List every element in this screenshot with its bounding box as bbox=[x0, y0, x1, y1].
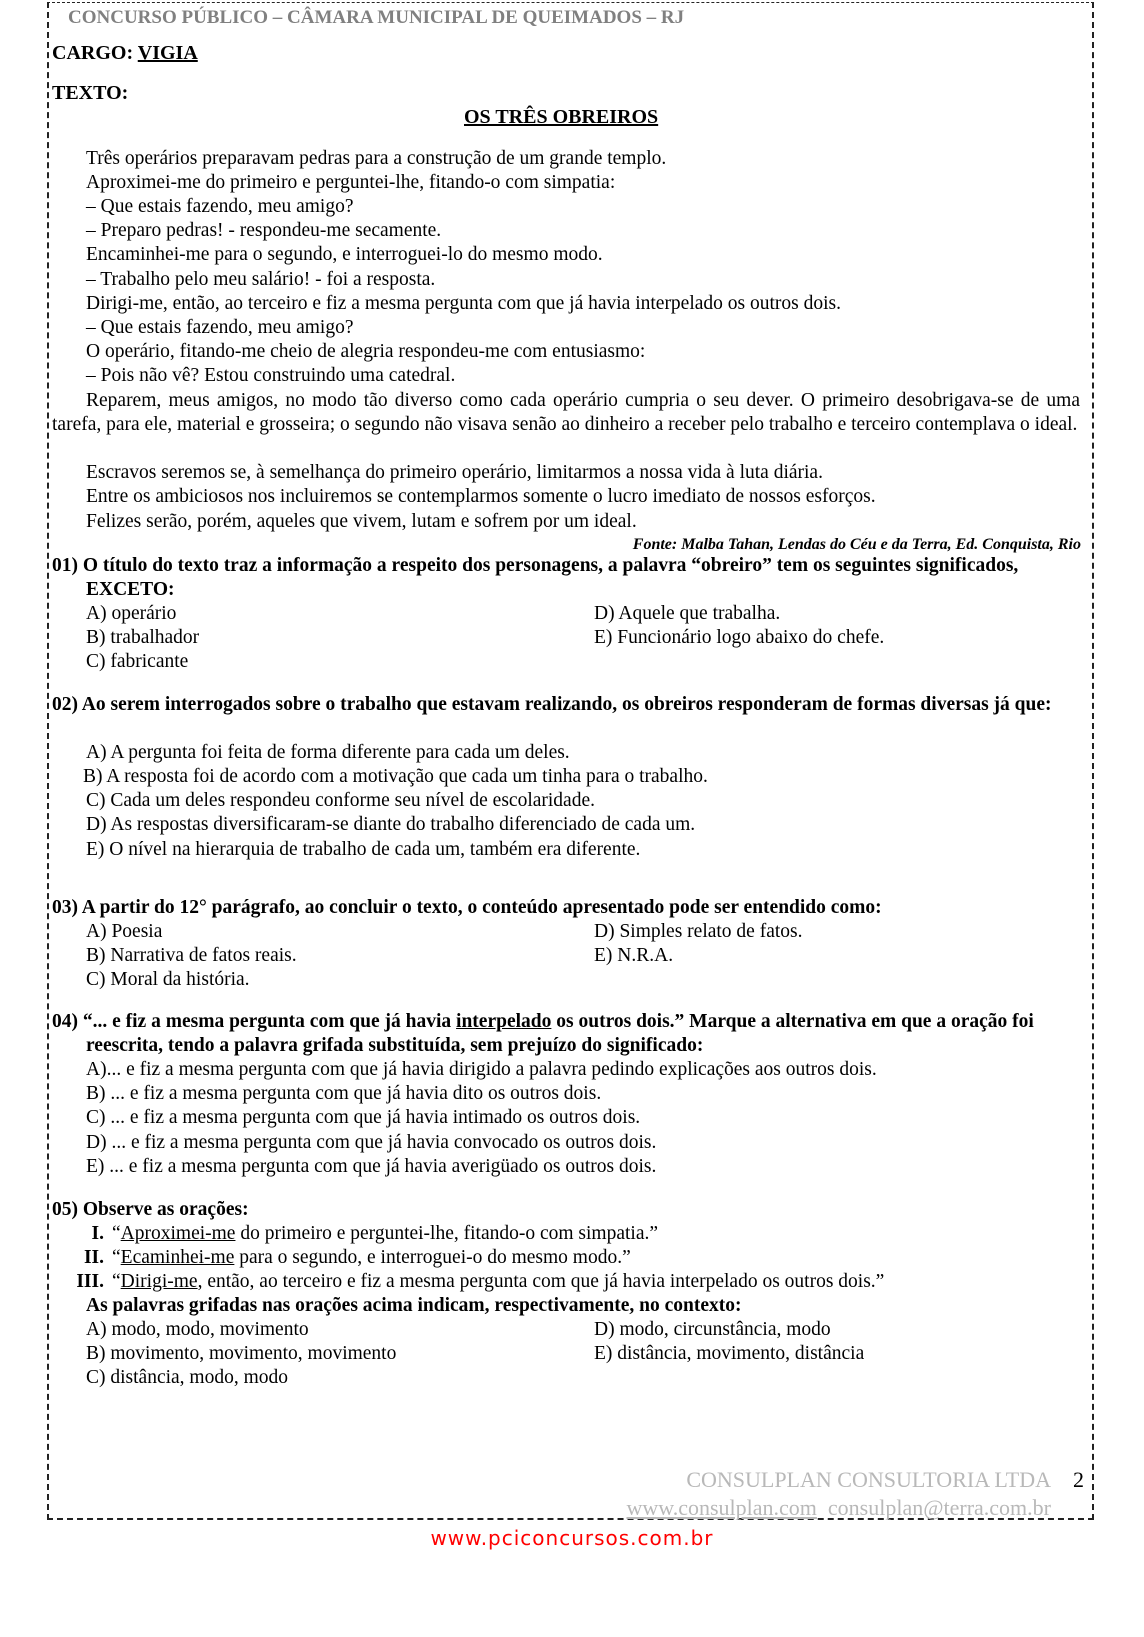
roman-numeral: I. bbox=[91, 1223, 104, 1244]
quote: “ bbox=[112, 1247, 121, 1268]
option-d[interactable]: D) Aquele que trabalha. bbox=[594, 603, 781, 624]
text-line: – Que estais fazendo, meu amigo? bbox=[86, 317, 354, 338]
page-number: 2 bbox=[1073, 1467, 1084, 1492]
option-c[interactable]: C) Moral da história. bbox=[86, 969, 250, 990]
watermark-url[interactable]: www.pciconcursos.com.br bbox=[430, 1526, 714, 1550]
option-d[interactable]: D) ... e fiz a mesma pergunta com que já havia convocado os outros dois. bbox=[86, 1132, 657, 1153]
texto-label: TEXTO: bbox=[52, 82, 129, 104]
quote: “ bbox=[112, 1271, 121, 1292]
roman-numeral: III. bbox=[76, 1271, 104, 1292]
question-01: 01) O título do texto traz a informação a respeito dos personagens, a palavra “obreiro” tem os seguintes significados, EXCETO: bbox=[52, 555, 1019, 600]
question-03: 03) A partir do 12° parágrafo, ao concluir o texto, o conteúdo apresentado pode ser entendido como: bbox=[52, 897, 882, 918]
question-text: os outros dois.” Marque a alternativa em que a oração foi reescrita, tendo a palavra grifada substituída, sem prejuízo do significado: bbox=[86, 1011, 1034, 1056]
option-e[interactable]: E) N.R.A. bbox=[594, 945, 674, 966]
option-c[interactable]: C) fabricante bbox=[86, 651, 189, 672]
option-c[interactable]: C) Cada um deles respondeu conforme seu nível de escolaridade. bbox=[86, 790, 595, 811]
option-b[interactable]: B) trabalhador bbox=[86, 627, 200, 648]
option-b[interactable]: B) ... e fiz a mesma pergunta com que já havia dito os outros dois. bbox=[86, 1083, 602, 1104]
question-text: 04) “... e fiz a mesma pergunta com que já havia bbox=[52, 1011, 457, 1032]
option-a[interactable]: A) operário bbox=[86, 603, 177, 624]
exam-header: CONCURSO PÚBLICO – CÂMARA MUNICIPAL DE QUEIMADOS – RJ bbox=[68, 7, 685, 28]
cargo-value: VIGIA bbox=[137, 42, 198, 64]
cargo-label: CARGO: bbox=[52, 42, 134, 64]
underlined-word: Dirigi-me bbox=[120, 1271, 198, 1292]
underlined-word: Ecaminhei-me bbox=[120, 1247, 235, 1268]
text-line: Dirigi-me, então, ao terceiro e fiz a mesma pergunta com que já havia interpelado os outros dois. bbox=[86, 293, 842, 314]
option-a[interactable]: A) modo, modo, movimento bbox=[86, 1319, 309, 1340]
text-line: O operário, fitando-me cheio de alegria respondeu-me com entusiasmo: bbox=[86, 341, 646, 362]
option-b[interactable]: B) movimento, movimento, movimento bbox=[86, 1343, 397, 1364]
option-b[interactable]: B) Narrativa de fatos reais. bbox=[86, 945, 297, 966]
question-stem: As palavras grifadas nas orações acima indicam, respectivamente, no contexto: bbox=[86, 1295, 742, 1316]
quote: “ bbox=[112, 1223, 121, 1244]
question-04 bbox=[52, 1010, 1082, 1058]
text-line: Três operários preparavam pedras para a construção de um grande templo. bbox=[86, 148, 667, 169]
cargo bbox=[52, 41, 198, 65]
option-d[interactable]: D) modo, circunstância, modo bbox=[594, 1319, 831, 1340]
question-05: 05) Observe as orações: bbox=[52, 1199, 249, 1220]
footer-company: CONSULPLAN CONSULTORIA LTDA bbox=[686, 1467, 1051, 1492]
option-e[interactable]: E) Funcionário logo abaixo do chefe. bbox=[594, 627, 885, 648]
option-a[interactable]: A) Poesia bbox=[86, 921, 163, 942]
text-line: – Que estais fazendo, meu amigo? bbox=[86, 196, 354, 217]
option-d[interactable]: D) As respostas diversificaram-se diante do trabalho diferenciado de cada um. bbox=[86, 814, 696, 835]
option-c[interactable]: C) distância, modo, modo bbox=[86, 1367, 289, 1388]
text-line: Aproximei-me do primeiro e perguntei-lhe, fitando-o com simpatia: bbox=[86, 172, 616, 193]
footer-site-link[interactable]: www.consulplan.com bbox=[626, 1495, 817, 1520]
option-d[interactable]: D) Simples relato de fatos. bbox=[594, 921, 803, 942]
sentence-text: , então, ao terceiro e fiz a mesma pergunta com que já havia interpelado os outros dois.” bbox=[197, 1271, 885, 1292]
footer-contact bbox=[626, 1496, 1051, 1520]
question-02: 02) Ao serem interrogados sobre o trabalho que estavam realizando, os obreiros responderam de formas diversas já que: bbox=[52, 694, 1052, 715]
underlined-word: Aproximei-me bbox=[120, 1223, 236, 1244]
option-c[interactable]: C) ... e fiz a mesma pergunta com que já havia intimado os outros dois. bbox=[86, 1107, 641, 1128]
sentence-i bbox=[70, 1222, 658, 1246]
text-line: – Preparo pedras! - respondeu-me secamente. bbox=[86, 220, 442, 241]
text-line: Encaminhei-me para o segundo, e interroguei-lo do mesmo modo. bbox=[86, 244, 603, 265]
option-e[interactable]: E) ... e fiz a mesma pergunta com que já havia averigüado os outros dois. bbox=[86, 1156, 657, 1177]
option-a[interactable]: A) A pergunta foi feita de forma diferente para cada um deles. bbox=[86, 742, 570, 763]
sentence-text: do primeiro e perguntei-lhe, fitando-o com simpatia.” bbox=[235, 1223, 659, 1244]
text-title: OS TRÊS OBREIROS bbox=[464, 106, 659, 128]
option-b[interactable]: B) A resposta foi de acordo com a motivação que cada um tinha para o trabalho. bbox=[83, 766, 708, 787]
text-line: Felizes serão, porém, aqueles que vivem, lutam e sofrem por um ideal. bbox=[86, 511, 637, 532]
text-line: Entre os ambiciosos nos incluiremos se contemplarmos somente o lucro imediato de nossos esforços. bbox=[86, 486, 876, 507]
sentence-text: para o segundo, e interroguei-o do mesmo modo.” bbox=[234, 1247, 631, 1268]
option-e[interactable]: E) O nível na hierarquia de trabalho de cada um, também era diferente. bbox=[86, 839, 641, 860]
sentence-ii bbox=[70, 1246, 631, 1270]
text-source: Fonte: Malba Tahan, Lendas do Céu e da Terra, Ed. Conquista, Rio bbox=[632, 536, 1081, 553]
underlined-word: interpelado bbox=[456, 1011, 552, 1032]
text-line: – Trabalho pelo meu salário! - foi a resposta. bbox=[86, 269, 436, 290]
roman-numeral: II. bbox=[83, 1247, 104, 1268]
footer-email[interactable]: consulplan@terra.com.br bbox=[827, 1495, 1051, 1520]
text-line: Escravos seremos se, à semelhança do primeiro operário, limitarmos a nossa vida à luta diária. bbox=[86, 462, 823, 483]
text-line: – Pois não vê? Estou construindo uma catedral. bbox=[86, 365, 456, 386]
text-paragraph: Reparem, meus amigos, no modo tão diverso como cada operário cumpria o seu dever. O primeiro desobrigava-se de uma tarefa, para ele, material e grosseira; o segundo não visava senão ao dinheiro a receber pelo trabalho e terceiro contemplava o ideal. bbox=[52, 390, 1080, 435]
option-e[interactable]: E) distância, movimento, distância bbox=[594, 1343, 865, 1364]
sentence-iii bbox=[70, 1270, 884, 1294]
option-a[interactable]: A)... e fiz a mesma pergunta com que já havia dirigido a palavra pedindo explicações aos outros dois. bbox=[86, 1059, 877, 1080]
